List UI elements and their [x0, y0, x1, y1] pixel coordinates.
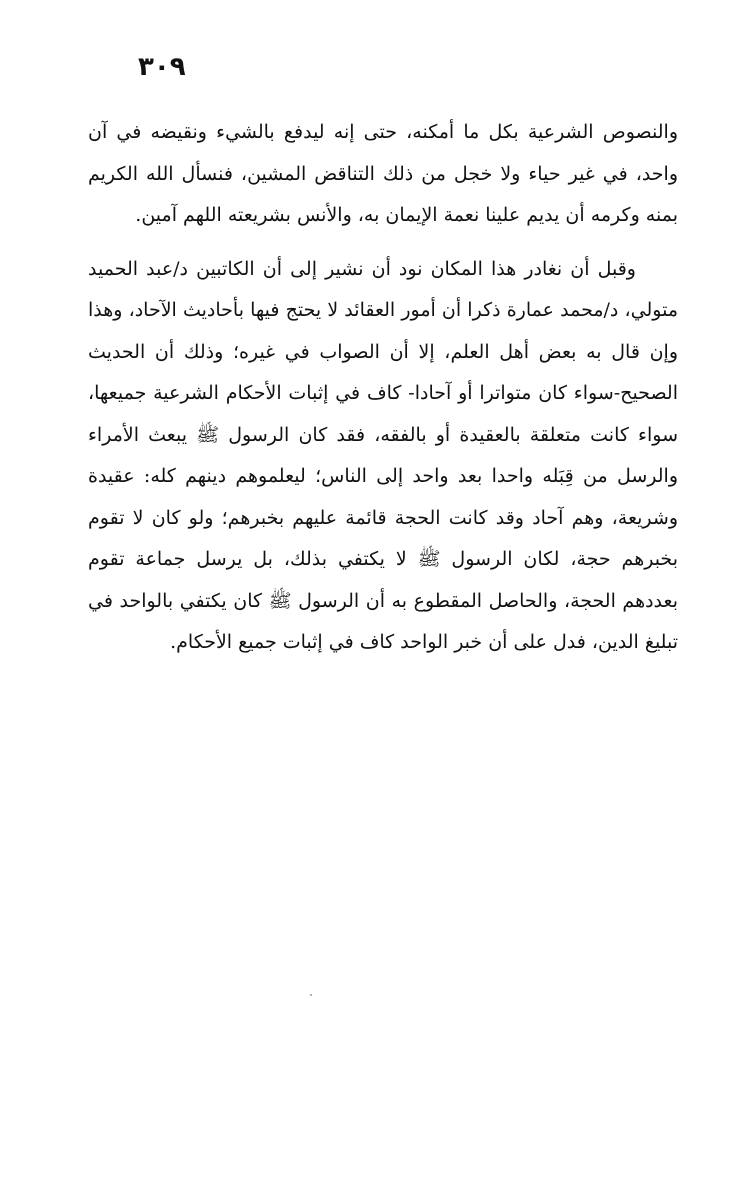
- page-number: ٣٠٩: [138, 52, 186, 82]
- paragraph-continuation: والنصوص الشرعية بكل ما أمكنه، حتى إنه ليدفع بالشيء ونقيضه في آن واحد، في غير حياء ولا خجل من ذلك التناقض المشين، فنسأل الله الكريم بمنه وكرمه أن يديم علينا نعمة الإيمان به، والأنس بشريعته اللهم آمين.: [88, 121, 678, 226]
- body-text: [88, 112, 678, 664]
- paragraph-ahad-hadith: وقبل أن نغادر هذا المكان نود أن نشير إلى أن الكاتبين د/عبد الحميد متولي، د/محمد عمارة ذكرا أن أمور العقائد لا يحتج فيها بأحاديث الآحاد، وهذا وإن قال به بعض أهل العلم، إلا أن الصواب في غيره؛ وذلك أن الحديث الصحيح-سواء كان متواترا أو آحادا- كاف في إثبات الأحكام الشرعية جميعها، سواء كانت متعلقة بالعقيدة أو بالفقه، فقد كان الرسول ﷺ يبعث الأمراء والرسل من قِبَله واحدا بعد واحد إلى الناس؛ ليعلموهم دينهم كله: عقيدة وشريعة، وهم آحاد وقد كانت الحجة قائمة عليهم بخبرهم؛ ولو كان لا تقوم بخبرهم حجة، لكان الرسول ﷺ لا يكتفي بذلك، بل يرسل جماعة تقوم بعددهم الحجة، والحاصل المقطوع به أن الرسول ﷺ كان يكتفي بالواحد في تبليغ الدين، فدل على أن خبر الواحد كاف في إثبات جميع الأحكام.: [88, 257, 678, 653]
- scan-speck: [310, 994, 312, 996]
